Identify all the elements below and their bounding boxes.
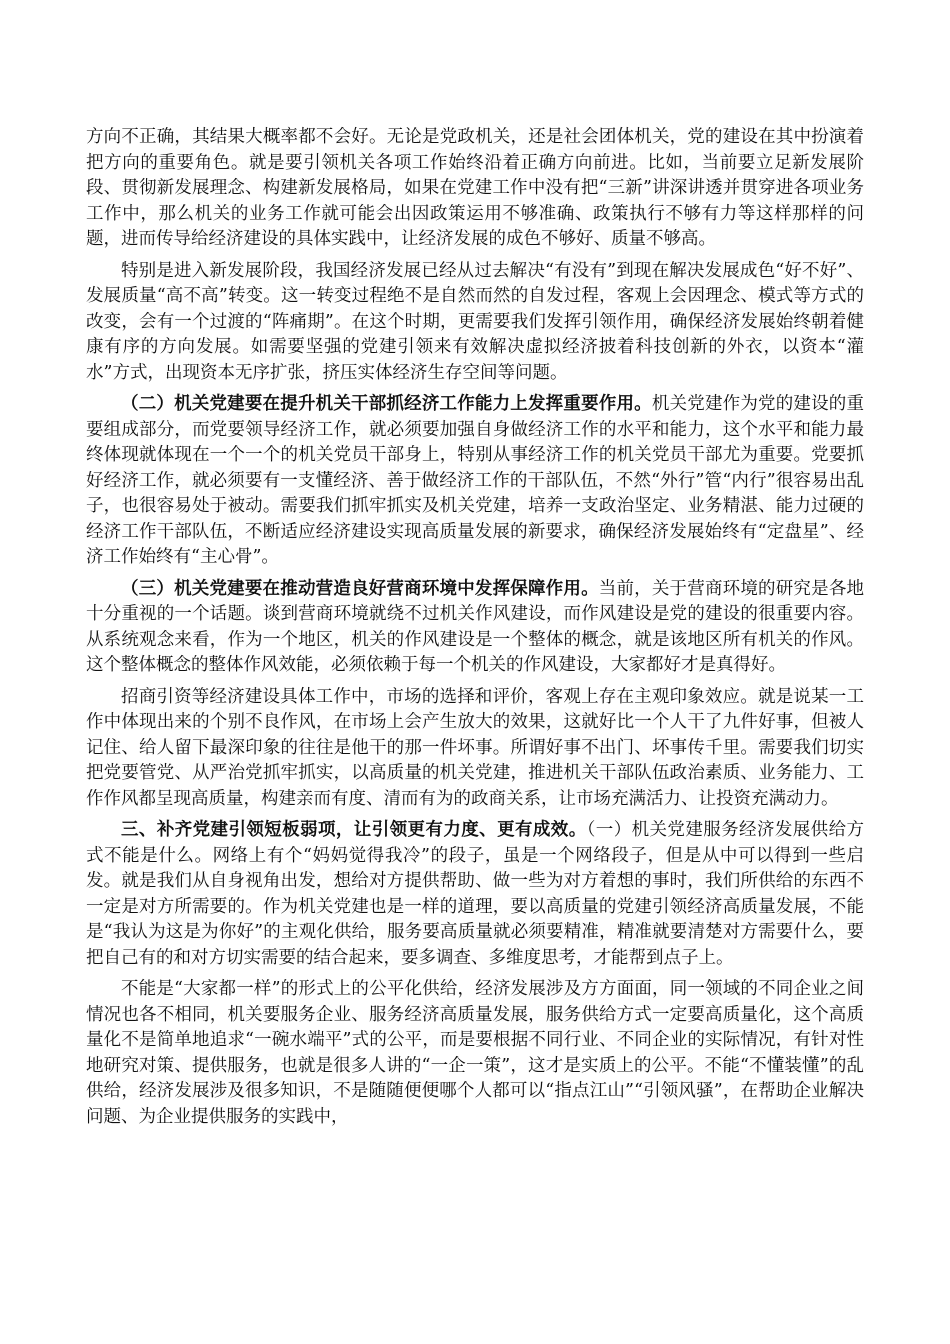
- paragraph-1: [86, 125, 864, 253]
- paragraph-4: [86, 577, 864, 679]
- paragraph-3-text: 机关党建作为党的建设的重要组成部分，而党要领导经济工作，就必须要加强自身做经济工作的水平和能力，这个水平和能力最终体现就体现在一个一个的机关党员干部身上，特别从事经济工作的机关党员干部尤为重要。党要抓好经济工作，就必须要有一支懂经济、善于做经济工作的干部队伍，不然“外行”管“内行”很容易出乱子，也很容易处于被动。需要我们抓牢抓实及机关党建，培养一支政治坚定、业务精湛、能力过硬的经济工作干部队伍，不断适应经济建设实现高质量发展的新要求，确保经济发展始终有“定盘星”、经济工作始终有“主心骨”。: [86, 394, 865, 567]
- paragraph-4-text: 当前，关于营商环境的研究是各地十分重视的一个话题。谈到营商环境就绕不过机关作风建设，而作风建设是党的建设的很重要内容。从系统观念来看，作为一个地区，机关的作风建设是一个整体的概念，就是该地区所有机关的作风。这个整体概念的整体作风效能，必须依赖于每一个机关的作风建设，大家都好才是真得好。: [86, 578, 865, 675]
- paragraph-3-heading: （二）机关党建要在提升机关干部抓经济工作能力上发挥重要作用。: [121, 394, 652, 414]
- paragraph-6: [86, 818, 864, 971]
- paragraph-3: [86, 392, 864, 571]
- paragraph-4-heading: （三）机关党建要在推动营造良好营商环境中发挥保障作用。: [121, 578, 599, 599]
- paragraph-5: [86, 685, 864, 813]
- paragraph-6-heading: 三、补齐党建引领短板弱项，让引领更有力度、更有成效。: [121, 820, 587, 840]
- document-page: [86, 125, 864, 1130]
- paragraph-7-text: 不能是“大家都一样”的形式上的公平化供给，经济发展涉及方方面面，同一领域的不同企业之间情况也各不相同，机关要服务企业、服务经济高质量发展，服务供给方式一定要高质量化，这个高质量化不是简单地追求“一碗水端平”式的公平，而是要根据不同行业、不同企业的实际情况，有针对性地研究对策、提供服务，也就是很多人讲的“一企一策”，这才是实质上的公平。不能“不懂装懂”的乱供给，经济发展涉及很多知识，不是随随便便哪个人都可以“指点江山”“引领风骚”，在帮助企业解决问题、为企业提供服务的实践中，: [86, 979, 864, 1127]
- paragraph-7: [86, 977, 864, 1130]
- paragraph-6-text: （一）机关党建服务经济发展供给方式不能是什么。网络上有个“妈妈觉得我冷”的段子，虽是一个网络段子，但是从中可以得到一些启发。就是我们从自身视角出发，想给对方提供帮助、做一些为对方着想的事时，我们所供给的东西不一定是对方所需要的。作为机关党建也是一样的道理，要以高质量的党建引领经济高质量发展，不能是“我认为这是为你好”的主观化供给，服务要高质量就必须要精准，精准就要清楚对方需要什么，要把自己有的和对方切实需要的结合起来，要多调查、多维度思考，才能帮到点子上。: [86, 820, 865, 968]
- paragraph-2: [86, 259, 864, 387]
- paragraph-1-text: 方向不正确，其结果大概率都不会好。无论是党政机关，还是社会团体机关，党的建设在其中扮演着把方向的重要角色。就是要引领机关各项工作始终沿着正确方向前进。比如，当前要立足新发展阶段、贯彻新发展理念、构建新发展格局，如果在党建工作中没有把“三新”讲深讲透并贯穿进各项业务工作中，那么机关的业务工作就可能会出因政策运用不够准确、政策执行不够有力等这样那样的问题，进而传导给经济建设的具体实践中，让经济发展的成色不够好、质量不够高。: [86, 127, 864, 249]
- paragraph-2-text: 特别是进入新发展阶段，我国经济发展已经从过去解决“有没有”到现在解决发展成色“好不好”、发展质量“高不高”转变。这一转变过程绝不是自然而然的自发过程，客观上会因理念、模式等方式的改变，会有一个过渡的“阵痛期”。在这个时期，更需要我们发挥引领作用，确保经济发展始终朝着健康有序的方向发展。如需要坚强的党建引领来有效解决虚拟经济披着科技创新的外衣，以资本“灌水”方式，出现资本无序扩张，挤压实体经济生存空间等问题。: [86, 260, 864, 383]
- paragraph-5-text: 招商引资等经济建设具体工作中，市场的选择和评价，客观上存在主观印象效应。就是说某一工作中体现出来的个别不良作风，在市场上会产生放大的效果，这就好比一个人干了九件好事，但被人记住、给人留下最深印象的往往是他干的那一件坏事。所谓好事不出门、坏事传千里。需要我们切实把党要管党、从严治党抓牢抓实，以高质量的机关党建，推进机关干部队伍政治素质、业务能力、工作作风都呈现高质量，构建亲而有度、清而有为的政商关系，让市场充满活力、让投资充满动力。: [86, 686, 864, 809]
